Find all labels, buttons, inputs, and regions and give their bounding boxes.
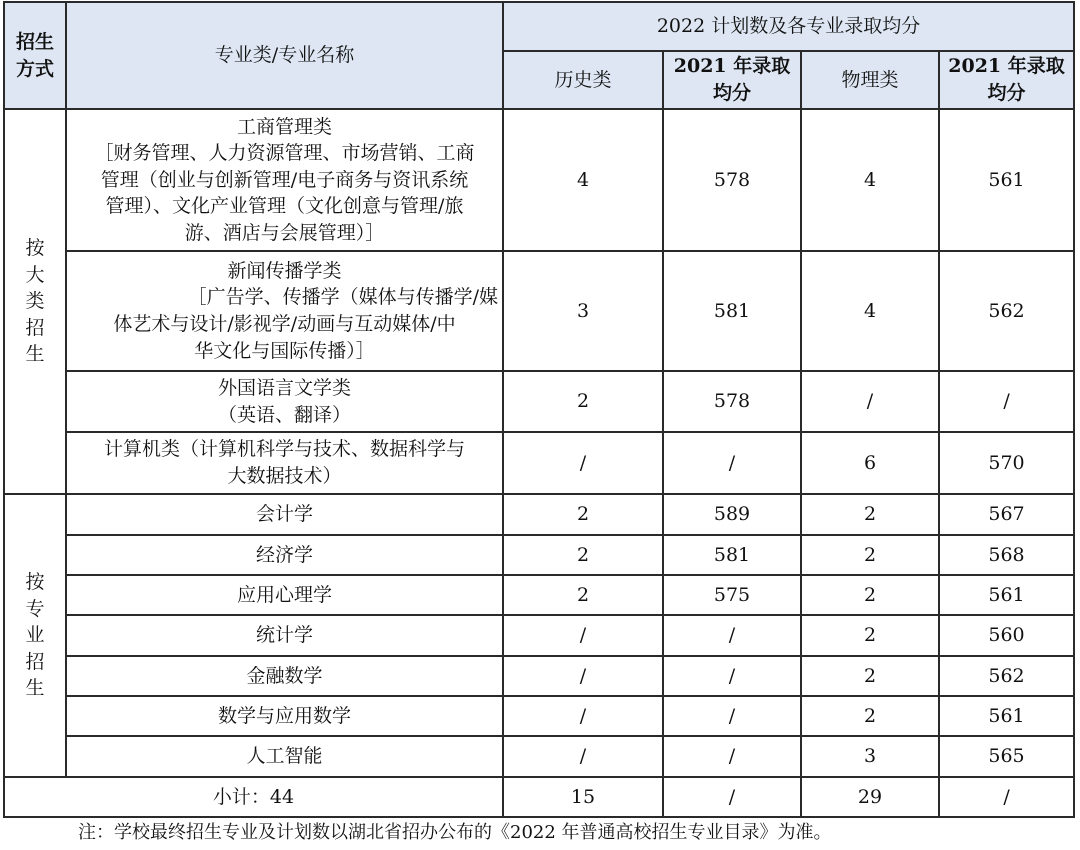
major-name <box>66 109 503 251</box>
history-count: 2 <box>503 371 663 432</box>
table-row <box>4 535 1074 575</box>
header-method <box>4 2 66 109</box>
major-line: 新闻传播学类 <box>227 259 342 282</box>
header-group: 2022 计划数及各专业录取均分 <box>503 2 1074 51</box>
major-line: 大数据技术） <box>227 465 342 487</box>
major-name <box>66 251 503 371</box>
history-count: / <box>503 696 663 736</box>
subtotal-row <box>4 777 1074 817</box>
major-line: ［广告学、传播学（媒体与传播学/媒 <box>187 286 498 309</box>
method-broad-char-4: 招 <box>25 316 45 339</box>
method-major-char-1: 按 <box>25 571 45 594</box>
major-line: 工商管理类 <box>236 115 332 138</box>
physics-count: 2 <box>801 494 939 535</box>
history-count: / <box>503 656 663 696</box>
physics-score: 562 <box>939 251 1074 371</box>
major-name: 会计学 <box>66 494 503 535</box>
header-history-score-text: 2021 年录取均分 <box>673 55 791 104</box>
history-score: 581 <box>663 251 801 371</box>
header-history-score <box>663 51 801 109</box>
major-line: 华文化与国际传播）］ <box>194 339 375 362</box>
header-physics-score-text: 2021 年录取均分 <box>948 55 1065 104</box>
method-major-char-3: 业 <box>25 624 45 647</box>
physics-score: 561 <box>939 575 1074 615</box>
major-line: ［财务管理、人力资源管理、市场营销、工商 <box>94 142 475 165</box>
table-row <box>4 432 1074 494</box>
major-name: 数学与应用数学 <box>66 696 503 736</box>
method-broad-char-2: 大 <box>25 263 45 286</box>
table-row <box>4 696 1074 736</box>
table-row <box>4 251 1074 371</box>
method-broad-char-3: 类 <box>25 290 45 313</box>
physics-count: 6 <box>801 432 939 494</box>
method-major-char-2: 专 <box>25 597 45 620</box>
table-row <box>4 575 1074 615</box>
major-line: 游、酒店与会展管理）］ <box>184 221 385 244</box>
history-count: 2 <box>503 535 663 575</box>
physics-count: 2 <box>801 575 939 615</box>
history-count: 4 <box>503 109 663 251</box>
major-line: 管理（创业与创新管理/电子商务与资讯系统 <box>100 168 469 191</box>
history-score: / <box>663 696 801 736</box>
footnote: 注：学校最终招生专业及计划数以湖北省招办公布的《2022 年普通高校招生专业目录》为准。 <box>78 822 832 843</box>
physics-score: 560 <box>939 615 1074 656</box>
physics-count: 4 <box>801 109 939 251</box>
physics-score: 570 <box>939 432 1074 494</box>
header-physics: 物理类 <box>801 51 939 109</box>
physics-score: 561 <box>939 696 1074 736</box>
physics-score: / <box>939 371 1074 432</box>
major-line: 外国语言文学类 <box>217 376 351 399</box>
major-line: 计算机类（计算机科学与技术、数据科学与 <box>103 438 465 461</box>
history-count: 2 <box>503 494 663 535</box>
physics-count: 2 <box>801 535 939 575</box>
history-score: 575 <box>663 575 801 615</box>
physics-score: 567 <box>939 494 1074 535</box>
subtotal-history: 15 <box>503 777 663 817</box>
history-score: / <box>663 615 801 656</box>
history-count: / <box>503 615 663 656</box>
major-line: （英语、翻译） <box>217 403 351 426</box>
physics-score: 561 <box>939 109 1074 251</box>
major-name: 应用心理学 <box>66 575 503 615</box>
section-method-broad <box>4 109 66 494</box>
physics-score: 565 <box>939 736 1074 777</box>
physics-count: 2 <box>801 615 939 656</box>
physics-count: 2 <box>801 696 939 736</box>
header-history: 历史类 <box>503 51 663 109</box>
method-broad-char-5: 生 <box>25 343 45 366</box>
history-score: / <box>663 736 801 777</box>
physics-count: 4 <box>801 251 939 371</box>
subtotal-history-score: / <box>663 777 801 817</box>
table-row <box>4 656 1074 696</box>
history-score: 581 <box>663 535 801 575</box>
physics-score: 562 <box>939 656 1074 696</box>
history-score: / <box>663 656 801 696</box>
section-method-major <box>4 494 66 777</box>
major-name: 金融数学 <box>66 656 503 696</box>
history-count: 2 <box>503 575 663 615</box>
table-row <box>4 494 1074 535</box>
history-score: 578 <box>663 109 801 251</box>
history-count: 3 <box>503 251 663 371</box>
history-score: 589 <box>663 494 801 535</box>
subtotal-label: 小计：44 <box>4 777 503 817</box>
table-row <box>4 371 1074 432</box>
table-row <box>4 615 1074 656</box>
history-count: / <box>503 736 663 777</box>
method-major-char-4: 招 <box>25 650 45 673</box>
header-physics-score <box>939 51 1074 109</box>
major-name: 统计学 <box>66 615 503 656</box>
major-line: 体艺术与设计/影视学/动画与互动媒体/中 <box>113 313 456 335</box>
header-method-line-1: 招生 <box>15 30 54 53</box>
physics-count: 2 <box>801 656 939 696</box>
subtotal-physics-score: / <box>939 777 1074 817</box>
major-line: 管理）、文化产业管理（文化创意与管理/旅 <box>105 195 464 218</box>
subtotal-physics: 29 <box>801 777 939 817</box>
table-row <box>4 109 1074 251</box>
method-broad-char-1: 按 <box>25 237 45 260</box>
admission-plan-table <box>3 1 1075 818</box>
physics-count: / <box>801 371 939 432</box>
major-name <box>66 371 503 432</box>
physics-score: 568 <box>939 535 1074 575</box>
physics-count: 3 <box>801 736 939 777</box>
major-name: 经济学 <box>66 535 503 575</box>
table-row <box>4 736 1074 777</box>
history-score: 578 <box>663 371 801 432</box>
header-method-line-2: 方式 <box>15 57 54 80</box>
method-major-char-5: 生 <box>25 677 45 700</box>
major-name <box>66 432 503 494</box>
major-name: 人工智能 <box>66 736 503 777</box>
history-count: / <box>503 432 663 494</box>
header-major: 专业类/专业名称 <box>66 2 503 109</box>
header-row-1 <box>4 2 1074 51</box>
history-score: / <box>663 432 801 494</box>
